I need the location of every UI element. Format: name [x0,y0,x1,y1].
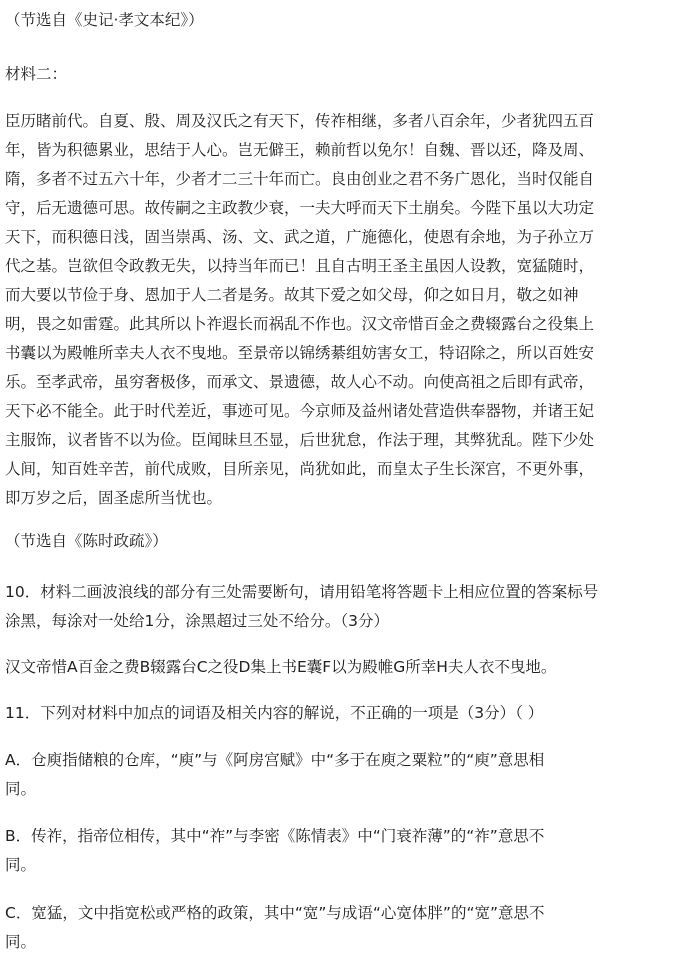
passage-line: 而大要以节俭于身、恩加于人二者是务。故其下爱之如父母，仰之如日月，敬之如神 [5,286,579,304]
passage-line: 代之基。岂欲但令政教无失，以持当年而已！且自古明王圣主虽因人设教，宽猛随时， [5,257,595,275]
option-a-line-2: 同。 [5,780,37,798]
option-a-line-1: A．仓庾指储粮的仓库，“庾”与《阿房宫赋》中“多于在庾之粟粒”的“庾”意思相 [5,751,545,769]
passage-line: 主服饰，议者皆不以为俭。臣闻昧旦丕显，后世犹怠，作法于理，其弊犹乱。陛下少处 [5,431,595,449]
question-10-stem-line-1: 10．材料二画波浪线的部分有三处需要断句，请用铅笔将答题卡上相应位置的答案标号 [5,583,599,601]
passage-line: 年，皆为积德累业，思结于人心。岂无僻王，赖前哲以免尔！自魏、晋以还，降及周、 [5,141,595,159]
option-c-line-1: C．宽猛，文中指宽松或严格的政策，其中“宽”与成语“心宽体胖”的“宽”意思不 [5,904,545,922]
passage-line: 明，畏之如雷霆。此其所以卜祚遐长而祸乱不作也。汉文帝惜百金之费辍露台之役集上 [5,315,595,333]
passage-line: 天下，而积德日浅，固当崇禹、汤、文、武之道，广施德化，使恩有余地，为子孙立万 [5,228,595,246]
passage-line: 书囊以为殿帷所幸夫人衣不曳地。至景帝以锦绣綦组妨害女工，特诏除之，所以百姓安 [5,344,595,362]
passage-line: 天下必不能全。此于时代差近，事迹可见。今京师及益州诸处营造供奉器物，并诸王妃 [5,402,595,420]
passage-line: 人间，知百姓辛苦，前代成败，目所亲见，尚犹如此，而皇太子生长深宫，不更外事， [5,460,595,478]
question-10-sentence: 汉文帝惜A百金之费B辍露台C之役D集上书E囊F以为殿帷G所幸H夫人衣不曳地。 [5,658,557,676]
source-citation-1: （节选自《史记·孝文本纪》） [5,11,204,29]
question-11-stem: 11．下列对材料中加点的词语及相关内容的解说，不正确的一项是（3分）（ ） [5,704,544,722]
passage-line: 守，后无遗德可思。故传嗣之主政教少衰，一夫大呼而天下土崩矣。今陛下虽以大功定 [5,199,595,217]
passage-line: 乐。至孝武帝，虽穷奢极侈，而承文、景遗德，故人心不动。向使高祖之后即有武帝， [5,373,595,391]
option-c-line-2: 同。 [5,933,37,951]
passage-line: 隋，多者不过五六十年，少者才二三十年而亡。良由创业之君不务广恩化，当时仅能自 [5,170,595,188]
passage-line: 臣历睹前代。自夏、殷、周及汉氏之有天下，传祚相继，多者八百余年，少者犹四五百 [5,112,595,130]
source-citation-2: （节选自《陈时政疏》） [5,532,168,550]
option-b-line-1: B．传祚，指帝位相传，其中“祚”与李密《陈情表》中“门衰祚薄”的“祚”意思不 [5,827,545,845]
material-2-label: 材料二： [5,65,68,83]
question-10-stem-line-2: 涂黑，每涂对一处给1分，涂黑超过三处不给分。（3分） [5,612,389,630]
passage-line: 即万岁之后，固圣虑所当忧也。 [5,489,223,507]
option-b-line-2: 同。 [5,856,37,874]
